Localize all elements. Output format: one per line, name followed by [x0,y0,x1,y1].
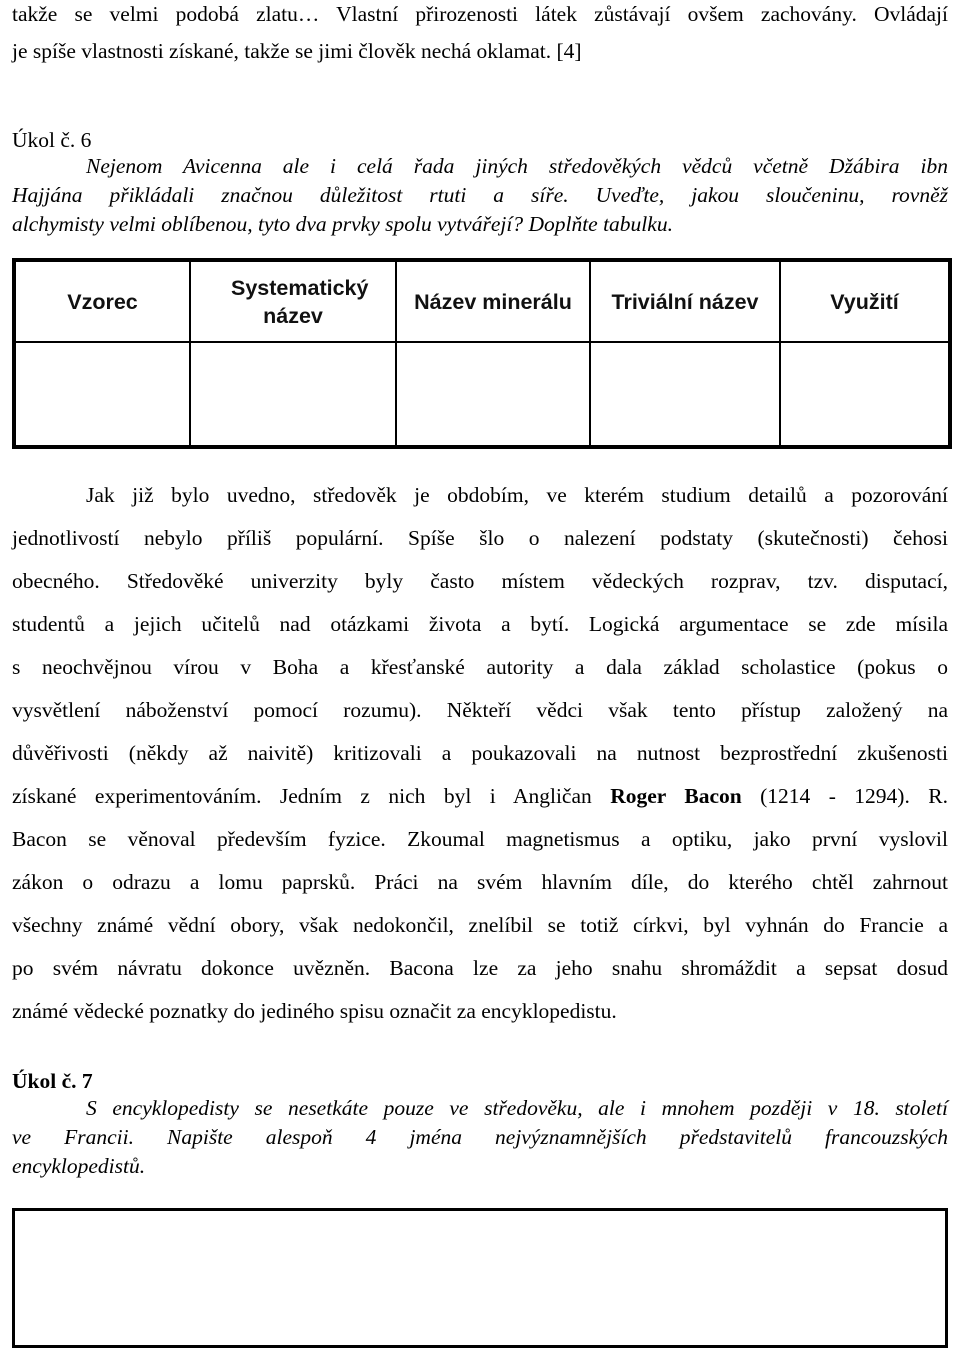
paragraph-line-7: důvěřivosti (někdy až naivitě) kritizovali a poukazovali na nutnost bezprostřední zkušenosti [12,741,948,765]
cell-use[interactable] [780,342,950,447]
answer-table [12,258,952,449]
paragraph-line-5: s neochvějnou vírou v Boha a křesťanské autority a dala základ scholastice (pokus o [12,655,948,679]
paragraph-line-13: známé vědecké poznatky do jediného spisu označit za encyklopedistu. [12,999,617,1023]
cell-formula[interactable] [14,342,190,447]
intro-line-1: takže se velmi podobá zlatu… Vlastní přirozenosti látek zůstávají ovšem zachovány. Ovládají [12,2,948,26]
cell-trivial-name[interactable] [590,342,780,447]
paragraph-line-9: Bacon se věnoval především fyzice. Zkoumal magnetismus a optiku, jako první vyslovil [12,827,948,851]
header-systematic-name: Systematický název [190,260,396,342]
task-7-label: Úkol č. 7 [12,1069,93,1093]
header-trivial-name: Triviální název [590,260,780,342]
task-7-text-1: S encyklopedisty se nesetkáte pouze ve středověku, ale i mnohem později v 18. století [86,1096,948,1120]
header-mineral-name: Název minerálu [396,260,590,342]
cell-systematic-name[interactable] [190,342,396,447]
paragraph-line-8 [12,775,948,818]
cell-mineral-name[interactable] [396,342,590,447]
task-6-text-3: alchymisty velmi oblíbenou, tyto dva prvky spolu vytvářejí? Doplňte tabulku. [12,212,673,236]
paragraph-line-12: po svém návratu dokonce uvězněn. Bacona lze za jeho snahu shromáždit a sepsat dosud [12,956,948,980]
roger-bacon-dates: (1214 - 1294). R. [741,784,948,808]
task-6-text-2: Hajjána přikládali značnou důležitost rtuti a síře. Uveďte, jakou sloučeninu, rovněž [12,183,948,207]
roger-bacon-name: Roger Bacon [610,784,742,808]
paragraph-line-6: vysvětlení náboženství pomocí rozumu). Někteří vědci však tento přístup založený na [12,698,948,722]
header-formula: Vzorec [14,260,190,342]
paragraph-line-11: všechny známé vědní obory, však nedokončil, znelíbil se totiž církvi, byl vyhnán do Francie a [12,913,948,937]
paragraph-line-3: obecného. Středověké univerzity byly často místem vědeckých rozprav, tzv. disputací, [12,569,948,593]
paragraph-line-1: Jak již bylo uvedno, středověk je obdobím, ve kterém studium detailů a pozorování [86,483,948,507]
task-7-text-2: ve Francii. Napište alespoň 4 jména nejvýznamnějších představitelů francouzských [12,1125,948,1149]
paragraph-line-2: jednotlivostí nebylo příliš populární. Spíše šlo o nalezení podstaty (skutečnosti) čehosi [12,526,948,550]
task-6-text-1: Nejenom Avicenna ale i celá řada jiných středověkých vědců včetně Džábira ibn [86,154,948,178]
answer-box[interactable] [12,1208,948,1348]
paragraph-line-10: zákon o odrazu a lomu paprsků. Práci na svém hlavním díle, do kterého chtěl zahrnout [12,870,948,894]
header-use: Využití [780,260,950,342]
paragraph-line-4: studentů a jejich učitelů nad otázkami života a bytí. Logická argumentace se zde mísila [12,612,948,636]
intro-line-2: je spíše vlastnosti získané, takže se jimi člověk nechá oklamat. [4] [12,39,582,63]
task-6-label: Úkol č. 6 [12,128,92,152]
paragraph-line-8-text: získané experimentováním. Jedním z nich byl i Angličan [12,784,611,808]
task-7-text-3: encyklopedistů. [12,1154,146,1178]
